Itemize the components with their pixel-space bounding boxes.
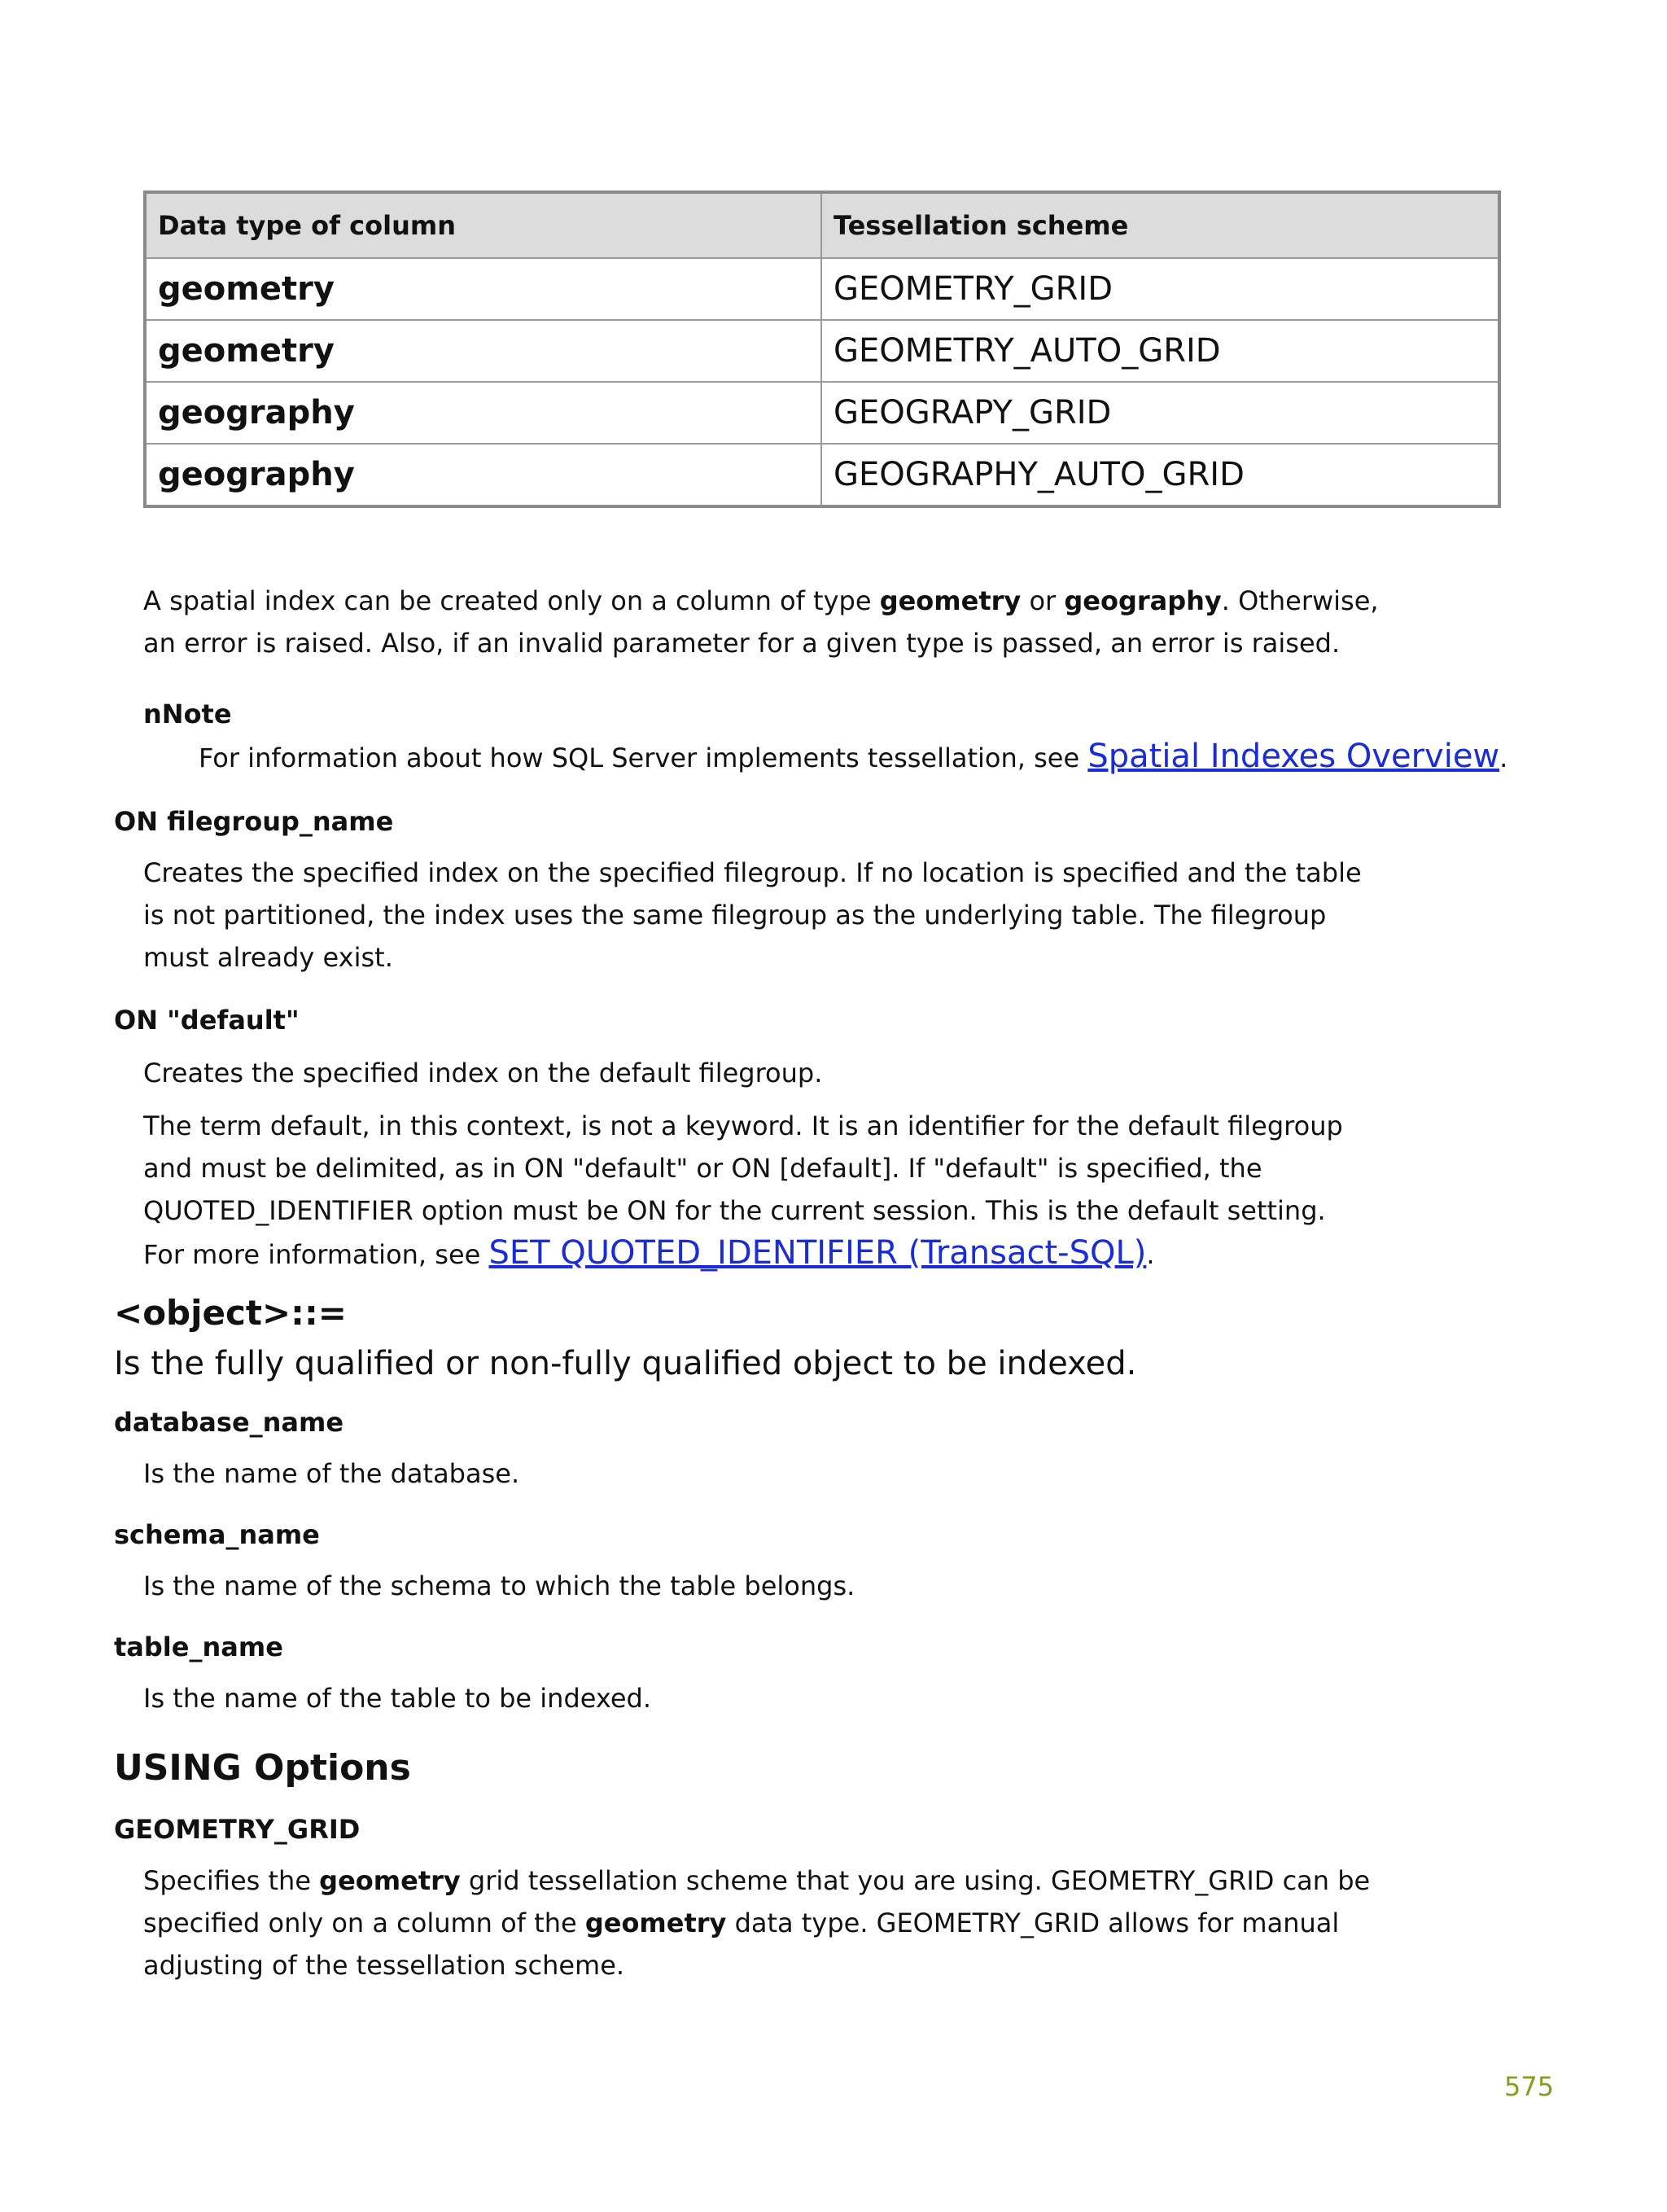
paragraph-line	[143, 1232, 1343, 1276]
text-run: or	[1021, 585, 1065, 616]
table-cell: GEOMETRY_AUTO_GRID	[821, 320, 1499, 382]
table-row	[145, 258, 1499, 320]
column-header: Data type of column	[145, 192, 821, 258]
note-label: nNote	[143, 699, 232, 729]
table-cell: geography	[145, 382, 821, 444]
object-heading: <object>::=	[114, 1293, 347, 1333]
table-cell: GEOMETRY_GRID	[821, 258, 1499, 320]
paragraph-line: adjusting of the tessellation scheme.	[143, 1950, 625, 1981]
paragraph-line	[143, 580, 1379, 622]
text-run: . Otherwise,	[1221, 585, 1379, 616]
bold-term: geography	[1064, 585, 1222, 616]
term-schema-name: schema_name	[114, 1519, 320, 1550]
term-on-filegroup-name: ON filegroup_name	[114, 806, 394, 837]
note-text	[199, 735, 1507, 779]
using-options-heading: USING Options	[114, 1747, 411, 1789]
paragraph-line: and must be delimited, as in ON "default" or ON [default]. If "default" is specified, the	[143, 1153, 1262, 1184]
column-header: Tessellation scheme	[821, 192, 1499, 258]
table-header-row	[145, 192, 1499, 258]
table-row	[145, 382, 1499, 444]
paragraph-line: must already exist.	[143, 942, 393, 973]
paragraph-line: The term default, in this context, is not a keyword. It is an identifier for the default filegroup	[143, 1110, 1343, 1141]
spatial-indexes-overview-link[interactable]: Spatial Indexes Overview	[1087, 738, 1500, 775]
text-run: .	[1499, 742, 1508, 773]
table-cell: geometry	[145, 258, 821, 320]
text-run: A spatial index can be created only on a column of type	[143, 585, 880, 616]
set-quoted-identifier-link[interactable]: SET QUOTED_IDENTIFIER (Transact-SQL)	[488, 1234, 1147, 1272]
text-run: For information about how SQL Server implements tessellation, see	[199, 742, 1088, 773]
paragraph-line: QUOTED_IDENTIFIER option must be ON for the current session. This is the default setting.	[143, 1195, 1326, 1226]
text-run: data type. GEOMETRY_GRID allows for manual	[726, 1908, 1340, 1938]
term-on-default: ON "default"	[114, 1005, 300, 1036]
table-row	[145, 320, 1499, 382]
paragraph-line: is not partitioned, the index uses the same filegroup as the underlying table. The filegroup	[143, 900, 1327, 931]
term-table-name: table_name	[114, 1632, 283, 1662]
paragraph-line: Creates the specified index on the specified filegroup. If no location is specified and the table	[143, 857, 1362, 888]
term-geometry-grid: GEOMETRY_GRID	[114, 1814, 361, 1845]
text-run: .	[1146, 1239, 1155, 1270]
tessellation-table	[143, 191, 1501, 508]
term-database-name: database_name	[114, 1407, 344, 1438]
database-name-description: Is the name of the database.	[143, 1458, 520, 1489]
bold-term: geometry	[584, 1908, 727, 1938]
paragraph-line: an error is raised. Also, if an invalid parameter for a given type is passed, an error is raised.	[143, 628, 1341, 659]
paragraph-line	[143, 1902, 1370, 1944]
table-name-description: Is the name of the table to be indexed.	[143, 1683, 652, 1714]
spatial-index-paragraph	[143, 580, 1379, 664]
text-run: grid tessellation scheme that you are using. GEOMETRY_GRID can be	[460, 1865, 1371, 1896]
geometry-grid-description	[143, 1859, 1370, 1986]
paragraph-line	[143, 1859, 1370, 1902]
text-run: For more information, see	[143, 1239, 489, 1270]
table-row	[145, 444, 1499, 506]
table-cell: geography	[145, 444, 821, 506]
table-cell: GEOGRAPHY_AUTO_GRID	[821, 444, 1499, 506]
table-cell: geometry	[145, 320, 821, 382]
on-default-line1: Creates the specified index on the default filegroup.	[143, 1058, 823, 1088]
text-run: Specifies the	[143, 1865, 320, 1896]
bold-term: geometry	[879, 585, 1022, 616]
schema-name-description: Is the name of the schema to which the table belongs.	[143, 1570, 855, 1601]
object-lead: Is the fully qualified or non-fully qualified object to be indexed.	[114, 1345, 1137, 1382]
on-filegroup-description	[143, 852, 1362, 979]
text-run: specified only on a column of the	[143, 1908, 585, 1938]
table-cell: GEOGRAPY_GRID	[821, 382, 1499, 444]
bold-term: geometry	[319, 1865, 461, 1896]
page-number: 575	[1504, 2071, 1555, 2102]
on-default-description	[143, 1105, 1343, 1276]
